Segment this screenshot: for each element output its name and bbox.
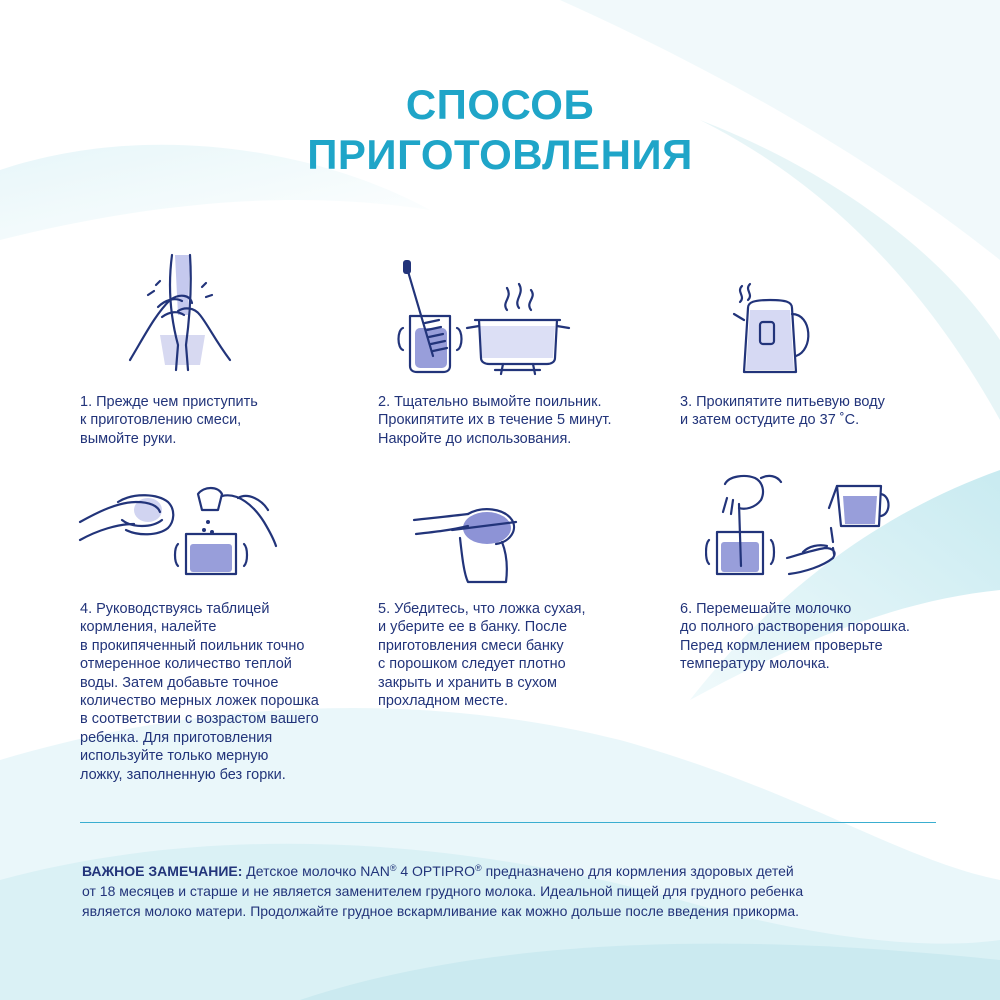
step-2-text: 2. Тщательно вымойте поильник. Прокипятите их в течение 5 минут. Накройте до использования. xyxy=(378,394,612,447)
step-1-text: 1. Прежде чем приступить к приготовлению смеси, вымойте руки. xyxy=(80,394,258,447)
leveling-scoop-icon xyxy=(412,500,532,590)
step-4-text: 4. Руководствуясь таблицей кормления, налейте в прокипяченный поильник точно отмеренное количество теплой воды. Затем добавьте точное количество мерных ложек порошка в соответствии с возрастом вашего ребенка. Для приготовления используйте только мерную ложку, заполненную без горки. xyxy=(80,601,319,783)
stirring-and-testing-temperature-icon xyxy=(705,468,895,580)
step-3-text: 3. Прокипятите питьевую воду и затем остудите до 37 ˚С. xyxy=(680,394,885,429)
pouring-water-into-cup-icon xyxy=(78,482,278,582)
section-divider xyxy=(80,822,936,823)
kettle-icon xyxy=(730,280,820,380)
washing-hands-icon xyxy=(120,245,240,375)
title-line-1: СПОСОБ xyxy=(405,81,595,128)
note-line-2: от 18 месяцев и старше и не является заменителем грудного молока. Идеальной пищей для грудного ребенка xyxy=(82,883,804,899)
note-line-1: ВАЖНОЕ ЗАМЕЧАНИЕ: Детское молочко NAN® 4 OPTIPRO® предназначено для кормления здоровых детей xyxy=(82,863,794,879)
step-6-text: 6. Перемешайте молочко до полного растворения порошка. Перед кормлением проверьте температуру молочка. xyxy=(680,601,910,673)
important-note xyxy=(82,858,803,921)
page-title xyxy=(0,80,1000,180)
step-5-text: 5. Убедитесь, что ложка сухая, и уберите ее в банку. После приготовления смеси банку с порошком следует плотно закрыть и хранить в сухом прохладном месте. xyxy=(378,601,586,710)
bottle-brush-and-boiling-pot-icon xyxy=(395,258,575,378)
note-line-3: является молоко матери. Продолжайте грудное вскармливание как можно дольше после введения прикорма. xyxy=(82,903,800,919)
note-label: ВАЖНОЕ ЗАМЕЧАНИЕ: xyxy=(82,863,243,879)
title-line-2: ПРИГОТОВЛЕНИЯ xyxy=(307,131,693,178)
